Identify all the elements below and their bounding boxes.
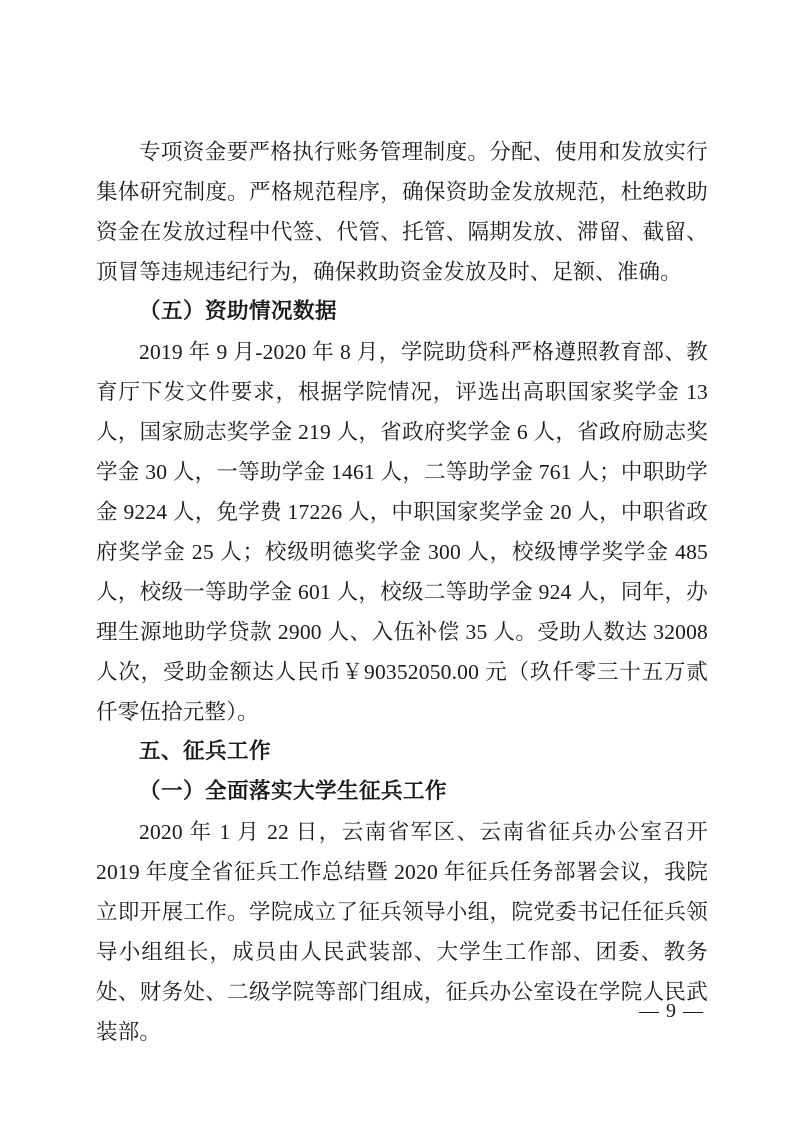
paragraph-funding-statistics: 2019 年 9 月-2020 年 8 月，学院助贷科严格遵照教育部、教育厅下发文件要求，根据学院情况，评选出高职国家奖学金 13 人，国家励志奖学金 219 人，省政府奖学金 6 人，省政府励志奖学金 30 人，一等助学金 1461 人，二等助学金 761 人；中职助学金 9224 人，免学费 17226 人，中职国家奖学金 20 人，中职省政府奖学金 25 人；校级明德奖学金 300 人，校级博学奖学金 485 人，校级一等助学金 601 人，校级二等助学金 924 人，同年，办理生源地助学贷款 2900 人、入伍补偿 35 人。受助人数达 32008 人次，受助金额达人民币￥90352050.00 元（玖仟零三十五万贰仟零伍拾元整）。 bbox=[96, 340, 708, 724]
paragraph-conscription-work: 2020 年 1 月 22 日，云南省军区、云南省征兵办公室召开 2019 年度全省征兵工作总结暨 2020 年征兵任务部署会议，我院立即开展工作。学院成立了征兵领导小组，院党委书记任征兵领导小组组长，成员由人民武装部、大学生工作部、团委、教务处、财务处、二级学院等部门组成，征兵办公室设在学院人民武装部。 bbox=[96, 820, 708, 1044]
heading-chapter-five: 五、征兵工作 bbox=[139, 739, 272, 764]
heading-subsection-one: （一）全面落实大学生征兵工作 bbox=[139, 779, 448, 804]
paragraph-funds-management: 专项资金要严格执行账务管理制度。分配、使用和发放实行集体研究制度。严格规范程序，确保资助金发放规范，杜绝救助资金在发放过程中代签、代管、托管、隔期发放、滞留、截留、顶冒等违规违纪行为，确保救助资金发放及时、足额、准确。 bbox=[96, 140, 708, 284]
heading-section-five: （五）资助情况数据 bbox=[139, 299, 338, 324]
document-body bbox=[96, 132, 708, 1052]
page-number-footer: — 9 — bbox=[639, 1000, 704, 1022]
